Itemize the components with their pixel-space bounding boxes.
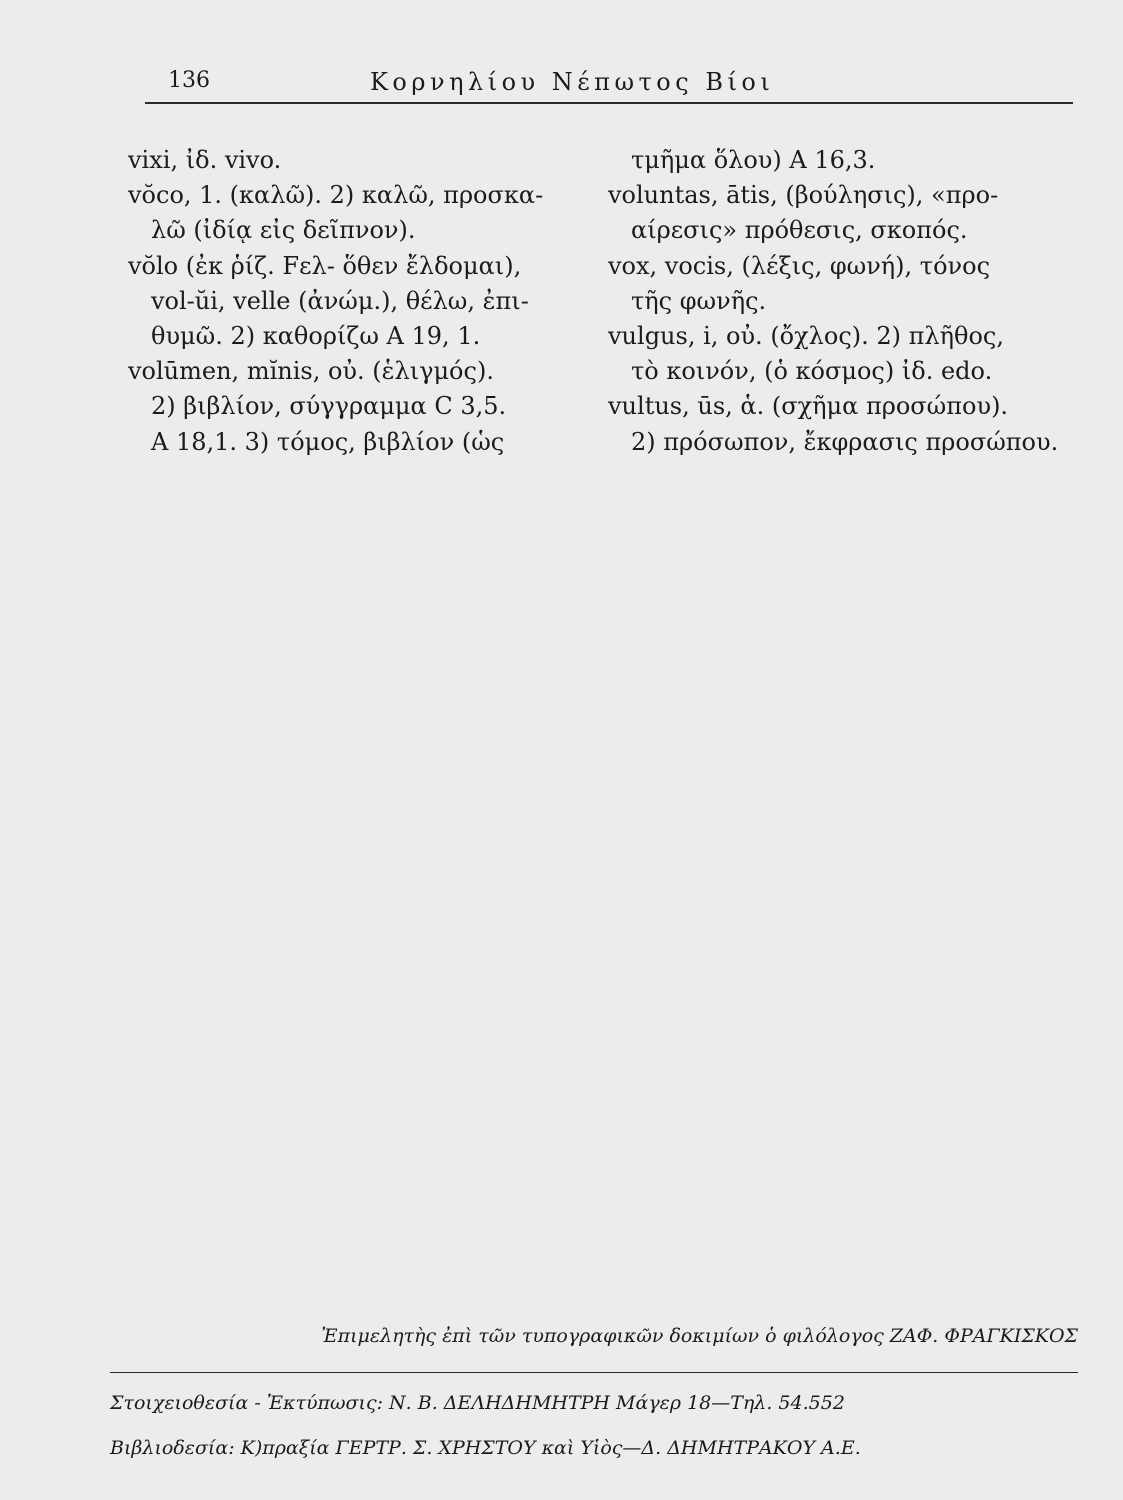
dictionary-line: vixi, ἰδ. vivo. — [128, 146, 282, 174]
dictionary-line: αίρεσις» πρόθεσις, σκοπός. — [631, 216, 968, 245]
dictionary-line: 2) βιβλίον, σύγγραμμα C 3,5. — [151, 392, 507, 421]
binding-credit: Βιβλιοδεσία: Κ)πραξία ΓΕΡΤΡ. Σ. ΧΡΗΣΤΟΥ καὶ Υἱὸς—Δ. ΔΗΜΗΤΡΑΚΟΥ Α.Ε. — [110, 1437, 861, 1459]
dictionary-line: θυμῶ. 2) καθορίζω A 19, 1. — [151, 322, 481, 351]
dictionary-line: voluntas, ātis, (βούλησις), «προ- — [608, 181, 999, 210]
dictionary-line: λῶ (ἰδίᾳ εἰς δεῖπνον). — [151, 216, 416, 245]
dictionary-line: vultus, ūs, ἁ. (σχῆμα προσώπου). — [608, 392, 1009, 421]
printing-credit: Στοιχειοθεσία - Ἐκτύπωσις: Ν. Β. ΔΕΛΗΔΗΜΗΤΡΗ Μάγερ 18—Τηλ. 54.552 — [110, 1392, 845, 1414]
dictionary-line: vulgus, i, οὐ. (ὄχλος). 2) πλῆθος, — [608, 322, 1004, 351]
dictionary-line: A 18,1. 3) τόμος, βιβλίον (ὡς — [151, 427, 505, 456]
editor-credit: Ἐπιμελητὴς ἐπὶ τῶν τυπογραφικῶν δοκιμίων ὁ φιλόλογος ΖΑΦ. ΦΡΑΓΚΙΣΚΟΣ — [321, 1325, 1078, 1347]
dictionary-line: volūmen, mĭnis, οὐ. (ἑλιγμός). — [128, 357, 494, 386]
dictionary-line: vŏlo (ἐκ ῥίζ. Fελ- ὅθεν ἔλδομαι), — [128, 251, 522, 280]
dictionary-line: 2) πρόσωπον, ἔκφρασις προσώπου. — [631, 427, 1059, 456]
dictionary-line: τὸ κοινόν, (ὁ κόσμος) ἰδ. edo. — [631, 357, 993, 386]
dictionary-line: τμῆμα ὅλου) A 16,3. — [631, 146, 876, 174]
dictionary-line: vol-ŭi, velle (ἀνώμ.), θέλω, ἐπι- — [151, 286, 529, 315]
dictionary-line: vox, vocis, (λέξις, φωνή), τόνος — [608, 251, 991, 280]
left-column — [128, 143, 578, 460]
right-column — [608, 143, 1078, 460]
dictionary-line: vŏco, 1. (καλῶ). 2) καλῶ, προσκα- — [128, 181, 544, 210]
footer-rule — [110, 1372, 1078, 1373]
dictionary-line: τῆς φωνῆς. — [631, 286, 767, 315]
page-number: 136 — [168, 68, 210, 93]
header-rule — [145, 102, 1073, 104]
running-title: Κορνηλίου Νέπωτος Βίοι — [370, 68, 775, 96]
